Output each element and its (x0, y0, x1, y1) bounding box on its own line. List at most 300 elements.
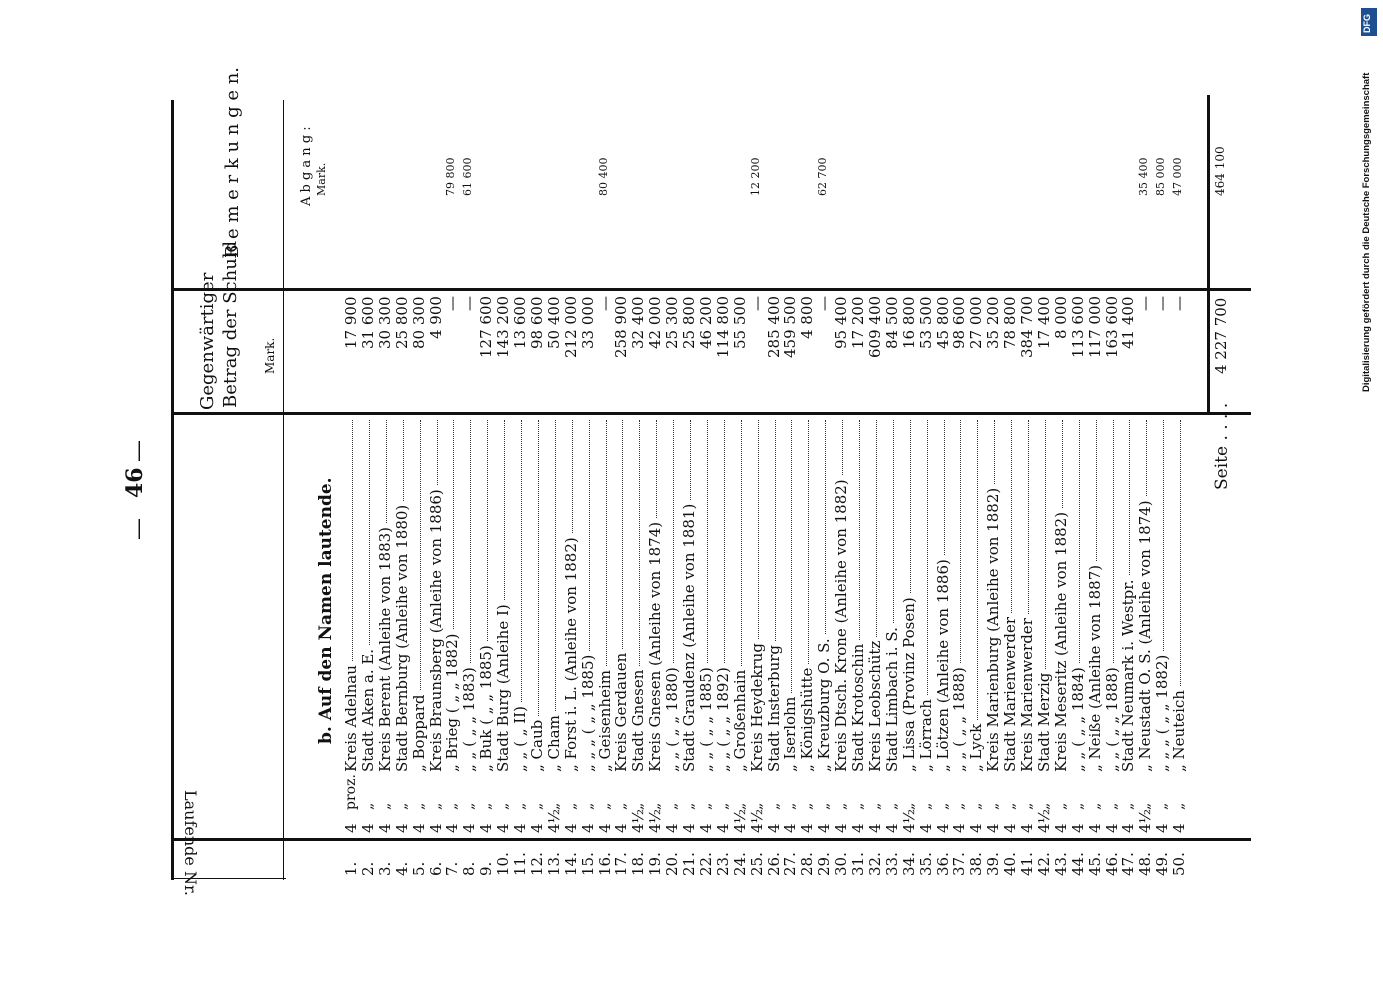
row-description: „ Brieg ( „ „ 1882) (443, 633, 462, 772)
row-leader-dots (1062, 420, 1063, 508)
row-description: Stadt Gnesen (629, 669, 648, 772)
row-number: 37. (950, 852, 969, 876)
row-rate: 4 (1153, 823, 1172, 833)
row-number: 39. (984, 852, 1003, 876)
row-amount: — (1153, 296, 1172, 311)
row-proz: proz. (343, 774, 359, 810)
row-leader-dots (791, 420, 792, 693)
row-amount: 84 500 (882, 296, 901, 349)
row-description: „ Boppard (409, 694, 428, 772)
row-proz: „ (681, 802, 697, 810)
row-rate: 4 (713, 823, 732, 833)
page-number-dash-2: — (126, 440, 151, 462)
row-rate: 4 (984, 823, 1003, 833)
row-description: Stadt Graudenz (Anleihe von 1881) (680, 503, 698, 772)
row-description: „ „ ( „ II) (511, 706, 529, 772)
row-proz: „ (748, 802, 765, 810)
totals-amount: 4 227 700 (1212, 297, 1230, 374)
row-amount: 17 200 (849, 296, 867, 349)
abgang-unit: Mark. (315, 162, 328, 196)
row-amount: 41 400 (1119, 296, 1138, 349)
row-leader-dots (1028, 420, 1029, 614)
row-description: Kreis Gnesen (Anleihe von 1874) (646, 521, 665, 772)
row-number: 32. (865, 852, 884, 876)
row-description: Stadt Burg (Anleihe I) (494, 604, 513, 772)
row-proz: „ (359, 802, 376, 810)
row-number: 29. (815, 852, 834, 876)
row-amount: 42 000 (646, 296, 665, 349)
row-number: 21. (680, 852, 698, 876)
row-proz: „ (1103, 802, 1120, 810)
nr-column-border (283, 100, 284, 880)
row-number: 20. (663, 852, 682, 876)
row-amount: 53 500 (916, 296, 935, 349)
row-proz: „ (376, 802, 393, 810)
row-number: 48. (1136, 852, 1155, 876)
row-amount: 285 400 (764, 295, 783, 358)
row-description: „ „ ( „ „ 1892) (713, 667, 732, 772)
row-rate: 4 (612, 823, 631, 833)
amount-remark-border (171, 288, 1251, 291)
row-proz: „ (444, 802, 461, 810)
row-rate: 4 (358, 823, 377, 833)
bemerkungen-header: B e m e r k u n g e n. (222, 66, 243, 258)
row-leader-dots (589, 420, 590, 651)
row-leader-dots (606, 420, 607, 666)
row-description: „ Forst i. L. (Anleihe von 1882) (561, 537, 580, 772)
row-leader-dots (1180, 420, 1181, 686)
row-description: Stadt Aken a. E. (358, 648, 377, 772)
row-proz: „ (562, 802, 579, 810)
row-number: 27. (781, 852, 800, 876)
row-leader-dots (893, 420, 894, 623)
row-amount: 30 300 (375, 296, 394, 349)
row-leader-dots (656, 420, 657, 518)
row-proz: „ (951, 802, 968, 810)
row-description: „ Neuteich (1170, 690, 1189, 772)
row-proz: „ (934, 802, 951, 810)
row-amount: 80 300 (409, 296, 428, 349)
row-number: 45. (1085, 852, 1104, 876)
row-remark: 61 600 (461, 157, 475, 196)
row-rate: 4 (460, 823, 479, 833)
page-number-dash-1: — (126, 518, 151, 540)
row-rate: 4 (1102, 823, 1121, 833)
row-leader-dots (707, 420, 708, 663)
row-number: 42. (1034, 852, 1053, 876)
row-proz: „ (545, 802, 562, 810)
row-number: 41. (1018, 852, 1036, 876)
section-title: b. Auf den Namen lautende. (316, 477, 336, 744)
row-amount: 98 600 (527, 296, 546, 349)
table-bottom-border (1207, 95, 1210, 415)
row-description: Kreis Leobschütz (865, 640, 884, 772)
totals-remark: 464 100 (1213, 146, 1227, 196)
row-proz: „ (1052, 802, 1069, 810)
row-rate: 4 (527, 823, 546, 833)
row-description: Kreis Braunsberg (Anleihe von 1886) (426, 489, 445, 772)
row-leader-dots (673, 420, 674, 663)
row-rate: 4 (1068, 823, 1087, 833)
row-proz: „ (596, 802, 613, 810)
row-amount: 98 600 (950, 296, 969, 349)
row-rate: 4 (832, 823, 851, 833)
row-amount: 212 000 (561, 295, 580, 358)
row-amount: 25 800 (392, 296, 411, 349)
row-rate: 4½ (646, 808, 665, 833)
row-number: 31. (849, 852, 867, 876)
row-description: Kreis Marienwerder (1018, 618, 1036, 772)
row-rate: 4 (882, 823, 901, 833)
row-leader-dots (487, 420, 488, 641)
row-number: 19. (646, 852, 665, 876)
row-leader-dots (758, 420, 759, 639)
row-amount: 25 300 (663, 296, 682, 349)
row-proz: „ (816, 802, 833, 810)
row-rate: 4 (409, 823, 428, 833)
row-proz: „ (833, 802, 850, 810)
row-leader-dots (808, 420, 809, 664)
row-rate: 4 (781, 823, 800, 833)
row-leader-dots (572, 420, 573, 533)
row-amount: 4 900 (426, 296, 445, 339)
row-description: „ „ „ ( „ „ 1885) (578, 654, 597, 772)
row-description: Kreis Heydekrug (747, 643, 766, 772)
row-leader-dots (994, 420, 995, 484)
row-proz: „ (799, 802, 816, 810)
row-rate: 4 (392, 823, 411, 833)
row-amount: 95 400 (832, 296, 851, 349)
row-proz: „ (883, 802, 900, 810)
row-leader-dots (859, 420, 860, 640)
row-proz: „ (1019, 802, 1035, 810)
row-rate: 4 (663, 823, 682, 833)
row-rate: 4½ (730, 808, 749, 833)
row-proz: „ (850, 802, 866, 810)
row-description: „ Neiße (Anleihe von 1887) (1085, 564, 1104, 772)
row-proz: „ (1154, 802, 1171, 810)
row-description: Stadt Marienwerder (1001, 617, 1020, 772)
row-remark: 79 800 (444, 157, 458, 196)
table-left-border (171, 100, 174, 880)
row-number: 6. (426, 861, 445, 876)
row-number: 24. (730, 852, 749, 876)
row-description: Stadt Krotoschin (849, 643, 867, 772)
row-description: Stadt Bernburg (Anleihe von 1880) (392, 504, 411, 772)
row-proz: „ (647, 802, 664, 810)
row-amount: 114 800 (713, 295, 732, 358)
row-amount: — (747, 296, 766, 311)
row-rate: 4 (680, 823, 698, 833)
row-amount: 13 600 (511, 296, 529, 349)
row-number: 18. (629, 852, 648, 876)
row-remark: 80 400 (596, 157, 610, 196)
row-leader-dots (639, 420, 640, 666)
row-proz: „ (478, 802, 495, 810)
row-proz: „ (512, 802, 528, 810)
dfg-logo (1361, 8, 1377, 36)
row-amount: 16 800 (899, 296, 918, 349)
row-description: Kreis Marienburg (Anleihe von 1882) (984, 487, 1003, 772)
row-leader-dots (690, 420, 691, 500)
abgang-label: A b g a n g : (299, 126, 314, 206)
row-number: 11. (511, 852, 529, 876)
row-proz: „ (714, 802, 731, 810)
row-amount: — (815, 296, 834, 311)
row-description: Stadt Limbach i. S. (882, 627, 901, 772)
row-number: 46. (1102, 852, 1121, 876)
row-description: „ Cham (544, 715, 563, 772)
row-number: 28. (798, 852, 817, 876)
row-rate: 4 (494, 823, 513, 833)
row-leader-dots (944, 420, 945, 555)
row-number: 23. (713, 852, 732, 876)
row-leader-dots (555, 420, 556, 711)
row-rate: 4 (342, 823, 360, 833)
row-amount: 78 800 (1001, 296, 1020, 349)
row-amount: 45 800 (933, 296, 952, 349)
row-rate: 4 (477, 823, 496, 833)
page-number: 46 (122, 467, 148, 498)
row-description: Kreis Meseritz (Anleihe von 1882) (1051, 511, 1070, 772)
row-description: „ Lissa (Provinz Posen) (899, 597, 918, 772)
row-proz: „ (782, 802, 799, 810)
row-description: „ „ ( „ „ 1884) (1068, 667, 1087, 772)
row-amount: 27 000 (967, 296, 986, 349)
row-number: 40. (1001, 852, 1020, 876)
row-leader-dots (1146, 420, 1147, 496)
row-rate: 4 (1051, 823, 1070, 833)
row-description: Kreis Adelnau (342, 665, 360, 772)
row-rate: 4½ (1034, 808, 1053, 833)
row-number: 13. (544, 852, 563, 876)
row-description: „ Lyck (967, 723, 986, 772)
row-number: 2. (358, 861, 377, 876)
row-leader-dots (741, 420, 742, 666)
row-leader-dots (1163, 420, 1164, 651)
row-rate: 4 (511, 823, 529, 833)
row-proz: „ (1035, 802, 1052, 810)
row-amount: 384 700 (1018, 295, 1036, 358)
row-proz: „ (613, 802, 630, 810)
row-rate: 4 (1085, 823, 1104, 833)
row-leader-dots (876, 420, 877, 637)
row-proz: „ (393, 802, 410, 810)
row-leader-dots (825, 420, 826, 634)
row-amount: 32 400 (629, 296, 648, 349)
row-amount: 55 500 (730, 296, 749, 349)
row-description: „ Königshütte (798, 667, 817, 772)
row-number: 17. (612, 852, 631, 876)
row-description: „ Geisenheim (595, 670, 614, 772)
row-rate: 4 (764, 823, 783, 833)
row-amount: 258 900 (612, 295, 631, 358)
row-description: „ „ ( „ „ 1885) (696, 667, 715, 772)
row-rate: 4 (561, 823, 580, 833)
row-number: 33. (882, 852, 901, 876)
laufende-nr-header: Laufende Nr. (181, 790, 200, 896)
row-remark: 47 000 (1171, 157, 1185, 196)
row-amount: 4 800 (798, 296, 817, 339)
row-proz: „ (1086, 802, 1103, 810)
row-leader-dots (437, 420, 438, 485)
row-rate: 4 (426, 823, 445, 833)
row-proz: „ (495, 802, 512, 810)
row-proz: „ (427, 802, 444, 810)
row-rate: 4 (916, 823, 935, 833)
row-number: 25. (747, 852, 766, 876)
row-leader-dots (910, 420, 911, 593)
row-proz: „ (968, 802, 985, 810)
row-number: 34. (899, 852, 918, 876)
row-rate: 4 (865, 823, 884, 833)
row-rate: 4 (375, 823, 394, 833)
row-description: Stadt Neumark i. Westpr. (1119, 579, 1138, 772)
row-number: 43. (1051, 852, 1070, 876)
row-proz: „ (1171, 802, 1188, 810)
row-proz: „ (697, 802, 714, 810)
row-amount: 143 200 (494, 295, 513, 358)
row-number: 38. (967, 852, 986, 876)
row-leader-dots (1129, 420, 1130, 575)
row-description: Kreis Dtsch. Krone (Anleihe von 1882) (832, 479, 851, 772)
row-number: 15. (578, 852, 597, 876)
row-proz: „ (1120, 802, 1137, 810)
row-proz: „ (579, 802, 596, 810)
row-proz: „ (1069, 802, 1086, 810)
row-proz: „ (866, 802, 883, 810)
row-rate: 4½ (629, 808, 648, 833)
row-leader-dots (927, 420, 928, 695)
row-number: 16. (595, 852, 614, 876)
row-leader-dots (1079, 420, 1080, 663)
mark-header: Mark. (263, 337, 277, 374)
row-proz: „ (765, 802, 782, 810)
row-proz: „ (917, 802, 934, 810)
row-leader-dots (960, 420, 961, 663)
row-amount: — (1136, 296, 1155, 311)
row-amount: 609 400 (865, 295, 884, 358)
row-leader-dots (470, 420, 471, 663)
row-rate: 4 (1119, 823, 1138, 833)
row-remark: 85 000 (1154, 157, 1168, 196)
row-rate: 4 (595, 823, 614, 833)
row-amount: 31 600 (358, 296, 377, 349)
row-proz: „ (630, 802, 647, 810)
row-rate: 4½ (899, 808, 918, 833)
row-leader-dots (622, 420, 623, 649)
row-number: 3. (375, 861, 394, 876)
row-leader-dots (538, 420, 539, 716)
row-rate: 4 (815, 823, 834, 833)
row-rate: 4 (950, 823, 969, 833)
row-rate: 4 (578, 823, 597, 833)
nr-desc-border (171, 838, 1251, 841)
row-amount: 17 900 (342, 296, 360, 349)
row-number: 4. (392, 861, 411, 876)
row-amount: — (1170, 296, 1189, 311)
row-number: 36. (933, 852, 952, 876)
row-leader-dots (453, 420, 454, 629)
row-amount: 8 000 (1051, 296, 1070, 339)
row-remark: 12 200 (748, 157, 762, 196)
row-proz: „ (985, 802, 1002, 810)
row-description: „ Caub (527, 719, 546, 772)
row-description: „ Buk ( „ „ 1885) (477, 645, 496, 772)
row-rate: 4½ (544, 808, 563, 833)
row-description: „ „ ( „ „ 1880) (663, 667, 682, 772)
row-number: 7. (443, 861, 462, 876)
row-amount: 127 600 (477, 295, 496, 358)
row-amount: 113 600 (1068, 295, 1087, 358)
row-description: „ Großenhain (730, 669, 749, 772)
row-amount: 459 500 (781, 295, 800, 358)
row-description: „ Lörrach (916, 699, 935, 772)
row-amount: 35 200 (984, 296, 1003, 349)
row-leader-dots (1113, 420, 1114, 663)
row-remark: 35 400 (1137, 157, 1151, 196)
row-number: 49. (1153, 852, 1172, 876)
row-description: „ Kreuzburg O. S. (815, 638, 834, 772)
row-amount: 163 600 (1102, 295, 1121, 358)
row-description: Stadt Insterburg (764, 644, 783, 772)
row-leader-dots (403, 420, 404, 501)
row-rate: 4½ (747, 808, 766, 833)
row-rate: 4 (1170, 823, 1189, 833)
row-rate: 4½ (1136, 808, 1155, 833)
row-leader-dots (724, 420, 725, 663)
row-number: 8. (460, 861, 479, 876)
row-rate: 4 (1001, 823, 1020, 833)
row-description: „ Neustadt O. S. (Anleihe von 1874) (1136, 500, 1155, 772)
row-description: „ „ „ ( „ „ 1882) (1153, 654, 1172, 772)
row-amount: — (443, 296, 462, 311)
row-leader-dots (1011, 420, 1012, 613)
row-rate: 4 (1018, 823, 1036, 833)
row-description: „ Iserlohn (781, 696, 800, 772)
row-number: 14. (561, 852, 580, 876)
row-proz: „ (410, 802, 427, 810)
row-rate: 4 (967, 823, 986, 833)
row-proz: „ (1002, 802, 1019, 810)
row-number: 9. (477, 861, 496, 876)
row-rate: 4 (798, 823, 817, 833)
row-proz: „ (664, 802, 681, 810)
credit-text: Digitalisierung gefördert durch die Deutsche Forschungsgemeinschaft (1361, 72, 1372, 392)
row-description: „ „ ( „ „ 1888) (950, 667, 969, 772)
row-description: Kreis Gerdauen (612, 652, 631, 772)
row-leader-dots (842, 420, 843, 475)
row-leader-dots (1096, 420, 1097, 561)
row-description: Kreis Berent (Anleihe von 1883) (375, 526, 394, 772)
row-number: 12. (527, 852, 546, 876)
row-leader-dots (775, 420, 776, 641)
row-number: 10. (494, 852, 513, 876)
row-rate: 4 (696, 823, 715, 833)
row-description: „ Lötzen (Anleihe von 1886) (933, 559, 952, 772)
row-proz: „ (461, 802, 478, 810)
row-number: 5. (409, 861, 428, 876)
row-amount: 117 000 (1085, 295, 1104, 358)
row-amount: — (595, 296, 614, 311)
row-number: 1. (342, 861, 360, 876)
row-leader-dots (504, 420, 505, 600)
row-number: 30. (832, 852, 851, 876)
row-proz: „ (731, 802, 748, 810)
row-number: 35. (916, 852, 935, 876)
row-amount: 50 400 (544, 296, 563, 349)
betrag-header-line2: Betrag der Schuld (220, 240, 241, 408)
